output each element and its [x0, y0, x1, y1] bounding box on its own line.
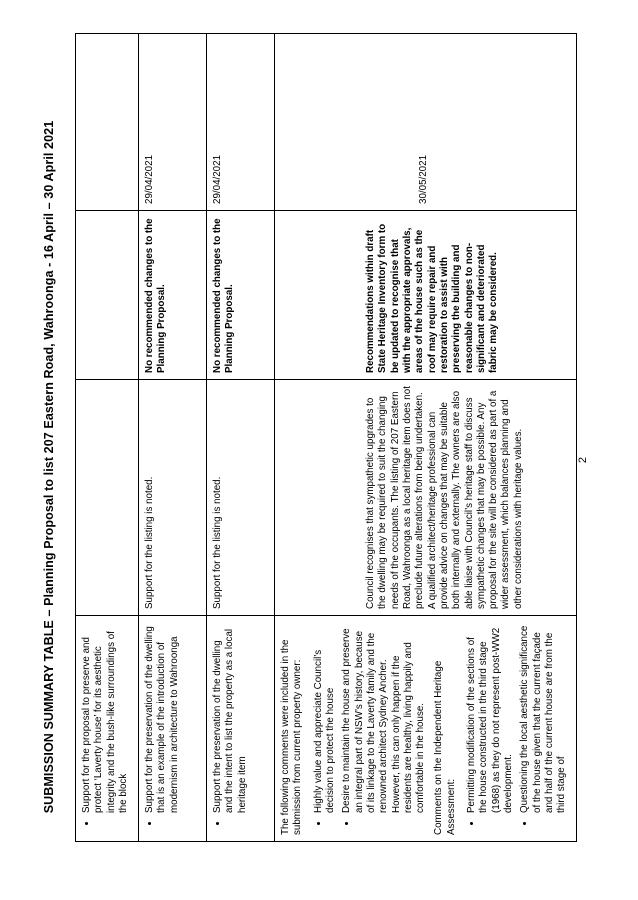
submission-intro: The following comments were included in the submission from current property owner:	[280, 639, 304, 835]
submission-cell	[139, 616, 207, 842]
table-row	[275, 34, 577, 842]
date-cell: 30/05/2021	[275, 34, 577, 211]
submission-cell	[76, 616, 139, 842]
list-item: • Permitting modification of the sections of the house constructed in the third stage (1968) as they do not represent post-WW2 development.	[466, 622, 515, 813]
list-item: • Support the preservation of the dwelling and the intent to list the property as a local heritage item	[212, 622, 249, 813]
response-cell: Support for the listing is noted.	[139, 380, 207, 616]
date-cell: 29/04/2021	[139, 34, 207, 211]
submission-subheading: Comments on the Independent Heritage Assessment:	[433, 660, 457, 835]
table-row	[207, 34, 275, 842]
table-row	[76, 34, 139, 842]
recommendation-cell: No recommended changes to the Planning Proposal.	[139, 211, 207, 380]
response-cell: Council recognises that sympathetic upgrades to the dwelling may be required to suit the changing needs of the occupants. The listing of 207 Eastern Road, Wahroonga as a local heritage item does not preclude future alterations from being undertaken. A qualified architect/heritage professional can provide advice on changes that may be suitable both internally and externally. The owners are also able liaise with Council’s heritage staff to discuss sympathetic changes that may be possible. Any proposal for the site will be considered as part of a wider assessment, which balances planning and other considerations with heritage values.	[275, 380, 577, 616]
response-cell: Support for the listing is noted.	[207, 380, 275, 616]
list-item: • Desire to maintain the house and preserve an integral part of NSW’s history, because of its linkage to the Laverty family and the renowned architect Sydney Ancher. However, this can only happen if the residents are healthy, living happily and comfortable in the house.	[341, 622, 427, 813]
list-item: • Questioning the local aesthetic significance of the house given that the current façade and half of the current house are from the third stage of	[519, 622, 568, 813]
table-row	[139, 34, 207, 842]
response-cell	[76, 380, 139, 616]
recommendation-cell	[76, 211, 139, 380]
list-item: • Support for the proposal to preserve and protect ‘Laverty house’ for its aesthetic integrity and the bush-like surroundings of the block	[81, 622, 130, 813]
recommendation-cell: No recommended changes to the Planning Proposal.	[207, 211, 275, 380]
document-title: SUBMISSION SUMMARY TABLE – Planning Proposal to list 207 Eastern Road, Wahroonga - 16 April – 30 April 2021	[42, 120, 56, 814]
recommendation-cell: Recommendations within draft State Heritage Inventory form to be updated to recognise that with the appropriate approvals, areas of the house such as the roof may require repair and restoration to assist with preserving the building and reasonable changes to non-significant and deteriorated fabric may be considered.	[275, 211, 577, 380]
submission-cell	[275, 616, 577, 842]
page-number: 2	[577, 456, 589, 464]
submission-summary-table	[75, 33, 577, 842]
date-cell: 29/04/2021	[207, 34, 275, 211]
list-item: • Highly value and appreciate Council’s decision to protect the house	[313, 622, 338, 813]
list-item: • Support for the preservation of the dwelling that is an example of the introduction of modernism in architecture to Wahroonga	[144, 622, 181, 813]
submission-cell	[207, 616, 275, 842]
date-cell	[76, 34, 139, 211]
